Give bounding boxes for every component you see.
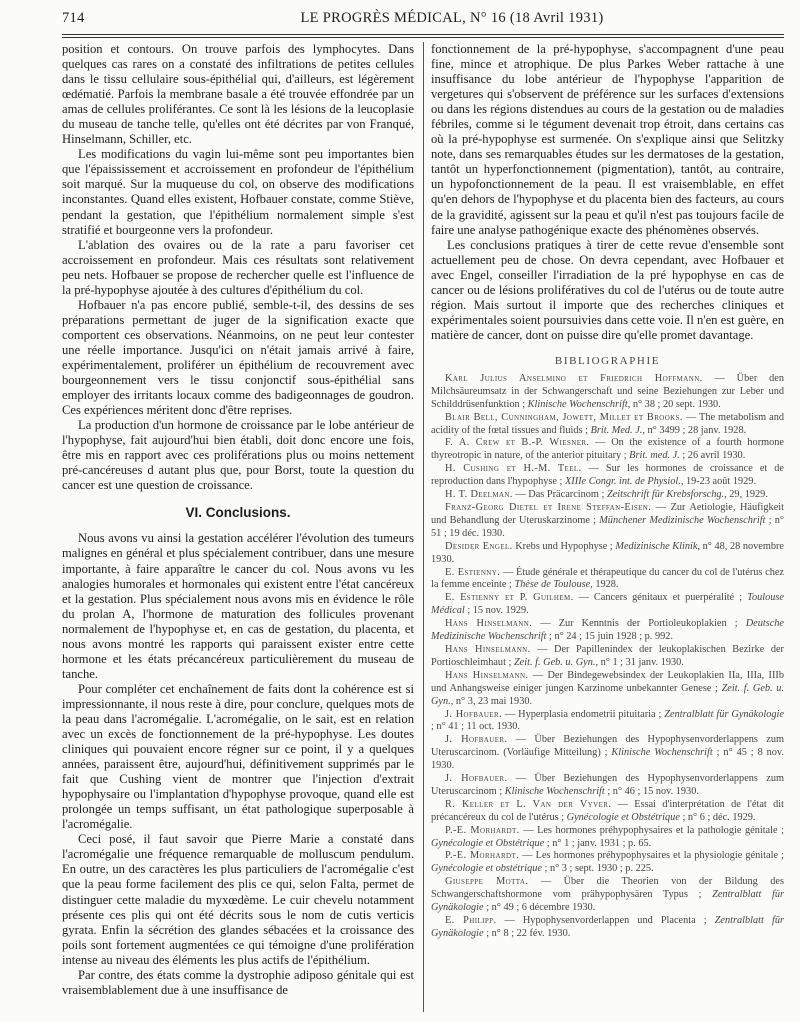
right-column [431, 42, 784, 1014]
reference-details: ; 15 nov. 1929. [464, 605, 529, 617]
paragraph: La production d'un hormone de croissance par le lobe antérieur de l'hypophyse, fait aujourd'hui bien établi, doit donc encore une fois, être mis en rapport avec ces proliférations plus ou moins nettement pré-cancéreuses d autant plus que, pour Borst, toute la question du cancer est une question de croissance. [62, 418, 414, 493]
section-heading: VI. Conclusions. [185, 505, 291, 521]
page-number: 714 [62, 10, 85, 26]
reference-details: ; n° 51 ; 19 déc. 1930. [431, 514, 784, 539]
bibliography-entry [431, 799, 784, 825]
reference-details: , 29, 1929. [724, 489, 768, 501]
bibliography-entry [431, 373, 784, 412]
reference-title: — Essai d'interprétation de l'état dit précancéreux du col de l'utérus ; [431, 798, 784, 823]
bibliography-entry [431, 541, 784, 567]
reference-details: , n° 3499 ; 28 janv. 1928. [642, 424, 747, 436]
reference-details: ; n° 49 ; 6 décembre 1930. [483, 902, 596, 914]
reference-authors: P.-E. Morhardt. [445, 824, 520, 836]
bibliography-entry [431, 412, 784, 438]
reference-authors: J. Hofbauer. [445, 773, 508, 785]
reference-journal: Zentralblatt für Gynäkologie [431, 889, 784, 914]
reference-authors: H. T. Deelman. [445, 489, 513, 501]
reference-journal: Thèse de Toulouse [514, 579, 591, 591]
reference-title: — Der Bindegewebsindex der Leukoplakien IIa, IIIa, IIIb und Anhangsweise einiger jungen Karzinome unbekannter Genese ; [431, 669, 784, 694]
reference-details: , n° 1 ; 31 janv. 1930. [595, 656, 684, 668]
reference-authors: P.-E. Morhardt. [445, 850, 520, 862]
reference-details: ; n° 41 ; 11 oct. 1930. [431, 721, 520, 733]
reference-journal: Gynécologie et Obstétrique [566, 811, 680, 823]
reference-title: — Über den Milchsäureumsatz in der Schwangerschaft und seine Beziehungen zur Leber und Schilddrüsenfunktion ; [431, 372, 784, 410]
paragraph: Par contre, des états comme la dystrophie adiposo génitale qui est vraisemblablement due à une insuffisance de [62, 967, 414, 997]
bibliography-entry [431, 876, 784, 915]
column-divider [423, 42, 424, 1012]
reference-title: — Étude générale et thérapeutique du cancer du col de l'utérus chez la femme enceinte ; [431, 566, 784, 591]
reference-journal: Zeit. f. Geb. u. Gyn. [431, 682, 784, 707]
paragraph: Pour compléter cet enchaînement de faits dont la cohérence est si impressionnante, il nous reste à dire, pour conclure, quelques mots de la peau dans l'acromégalie. L'acromégalie, on le sait, est en relation avec un excès de fonctionnement de la pré-hypophyse. Les doutes cliniques qui pouvaient encore régner sur ce point, il y a quelques années, paraissent être, aujourd'hui, définitivement supprimés par le fait que Cushing vient de montrer que l'injection d'extrait hypophysaire ou l'implantation d'hypophyse provoque, quand elle est prolongée un temps suffisant, un état pathologique superposable à l'acromégalie. [62, 681, 414, 832]
bibliography-entry [431, 644, 784, 670]
bibliography-entry [431, 915, 784, 941]
reference-authors: E. Philipp. [445, 915, 497, 926]
reference-authors: Hans Hinselmann. [445, 643, 531, 655]
reference-authors: Hans Hinselmann. [445, 618, 533, 630]
bibliography-entry [431, 734, 784, 773]
reference-journal: Münchener Medizinische Wochenschrift [599, 514, 766, 526]
reference-authors: F. A. Crew et B.-P. Wiesner. [445, 437, 590, 449]
paragraph: Les modifications du vagin lui-même sont peu importantes bien que l'épaississement et accroissement en profondeur de l'épithélium soit marqué. Sur la muqueuse du col, on observe des modifications inconstantes. Quand elles existent, Hofbauer constate, comme Stiève, pendant la gestation, que l'épithélium normalement simple s'est stratifié et bourgeonne vers la profondeur. [62, 147, 414, 237]
reference-title: — Über die Theorien von der Bildung des Schwangerschaftshormone vom prähypophysären Typus ; [431, 876, 784, 901]
reference-title: — Sur les hormones de croissance et de reproduction dans l'hypophyse ; [431, 463, 784, 488]
reference-details: ; n° 8 ; 22 fév. 1930. [483, 927, 571, 939]
reference-title: — Über Beziehungen des Hypophysenvorderlappens zum Uteruscarcinom. (Vorläufige Mitteilung) ; [431, 734, 784, 759]
reference-authors: Franz-Georg Dietel et Irene Steffan-Eisen. [445, 502, 652, 513]
reference-details: ; n° 46 ; 15 nov. 1930. [604, 785, 699, 797]
bibliography-entry [431, 709, 784, 735]
reference-details: ; n° 24 ; 15 juin 1928 ; p. 992. [546, 631, 673, 643]
paragraph: L'ablation des ovaires ou de la rate a paru favoriser cet accroissement en profondeur. Mais ces résultats sont relativement peu nets. Hofbauer se propose de rechercher quelle est l'influence de la pré-hypophyse ajoutée à des cultures d'épithélium du col. [62, 237, 414, 297]
reference-title: — Hyperplasia endometrii pituitaria ; [502, 708, 665, 720]
reference-journal: XIIIe Congr. int. de Physiol. [564, 476, 681, 488]
header-rule-top [62, 34, 784, 35]
paragraph: Hofbauer n'a pas encore publié, semble-t-il, des dessins de ses préparations permettant de juger de la signification exacte que comportent ces observations. Néanmoins, on ne peut leur contester une réelle importance. Jusqu'ici on n'était jamais arrivé à faire, expérimentalement, proliférer un épithélium de recouvrement avec bourgeonnement vers le tissu conjonctif sous-épithélial sans employer des irritants locaux comme des badigeonnages de goudron. Ces expériences méritent donc d'être reprises. [62, 297, 414, 418]
reference-title: — Über Beziehungen des Hypophysenvorderlappens zum Uteruscarcinom ; [431, 773, 784, 797]
reference-journal: Toulouse Médical [431, 592, 784, 617]
bibliography-list [431, 373, 784, 941]
reference-journal: Brit. med. J. [629, 450, 680, 462]
bibliography-entry [431, 463, 784, 489]
reference-journal: Zentralblatt für Gynäkologie [664, 708, 784, 720]
bibliography-heading: BIBLIOGRAPHIE [554, 354, 661, 367]
reference-details: ; n° 6 ; déc. 1929. [679, 811, 756, 823]
reference-details: , n° 38 ; 20 sept. 1930. [627, 398, 721, 410]
bibliography-entry [431, 825, 784, 851]
reference-title: — Das Präcarcinom ; [512, 489, 607, 501]
reference-details: , 1928. [590, 579, 619, 591]
page-header [62, 10, 782, 34]
reference-authors: J. Hofbauer. [445, 734, 508, 746]
reference-authors: J. Hofbauer. [445, 708, 502, 720]
paragraph: position et contours. On trouve parfois des lymphocytes. Dans quelques cas rares on a constaté des infiltrations de petites cellules dans le tissu cellulaire sous-épithélial qui, d'ailleurs, est légèrement œdématié. Parfois la membrane basale a été trouvée effondrée par un amas de cellules proliférantes. Ce sont là les lésions de la leucoplasie du museau de tanche telle, qu'elles ont été décrites par von Franqué, Hinselmann, Schiller, etc. [62, 42, 414, 147]
reference-journal: Medizinische Klinik [615, 540, 698, 552]
reference-authors: Giuseppe Motta. [445, 876, 529, 888]
paragraph: Nous avons vu ainsi la gestation accélérer l'évolution des tumeurs malignes en général et plus spécialement contribuer, dans une mesure importante, à faire apparaître le cancer du col. Nous avons vu les analogies humorales et hormonales qui existent entre l'état cancéreux et la gestation. Plus spécialement nous avons mis en évidence le rôle du prolan A, l'hormone de maturation des follicules provenant normalement de l'hypophyse et, en cas de gestation, du placenta, et nous avons montré les rapports qui paraissent exister entre cette hormone et les états précancéreux particulièrement du museau de tanche. [62, 531, 414, 681]
reference-details: ; n° 45 ; 8 nov. 1930. [431, 747, 784, 772]
reference-title: — Zur Kenntnis der Portioleukoplakien ; [532, 618, 746, 630]
bibliography-entry [431, 592, 784, 618]
reference-details: , n° 48, 28 novembre 1930. [431, 540, 784, 565]
reference-title: — Cancers génitaux et puerpéralité ; [573, 592, 748, 604]
reference-authors: E. Estienny. [445, 566, 501, 578]
reference-journal: Deutsche Medizinische Wochenschrift [431, 618, 784, 643]
reference-title: — On the existence of a fourth hormone thyreotropic in nature, of the anterior pituitary ; [431, 437, 784, 462]
bibliography-entry [431, 502, 784, 541]
reference-title: — Der Papillenindex der leukoplakischen Bezirke der Portioschleimhaut ; [431, 643, 784, 668]
reference-journal: Zeitschrift für Krebsforschg. [606, 489, 725, 501]
reference-authors: R. Keller et L. Van der Vyver. [445, 798, 612, 810]
reference-title: — Les hormones préhypophysaires et la physiologie génitale ; [519, 850, 784, 862]
paragraph: fonctionnement de la pré-hypophyse, s'accompagnent d'une peau fine, mince et atrophique. De plus Parkes Weber rattache à une insuffisance du lobe antérieur de l'hypophyse l'apparition de vergetures qui s'observent de préférence sur les surfaces d'extensions ou dans les régions distendues au cours de la gestation ou de maladies fébriles, comme si le tégument devenait trop étroit, dans certains cas où la pré-hypophyse est surmenée. On s'explique ainsi que Selitzky note, dans ses remarquables études sur les dermatoses de la gestation, tantôt un hyperfonctionnement (pigmentation), tantôt, au contraire, un hypofonctionnement de la peau. Il est vraisemblable, en effet qu'en dehors de l'hypophyse et du placenta bien des facteurs, au cours de la gravidité, agissent sur la peau et qu'il n'est pas toujours facile de faire une analyse pathogénique exacte des phénomènes observés. [431, 42, 784, 237]
header-rule-bottom [62, 37, 784, 38]
reference-journal: Klinische Wochenschrift [527, 398, 628, 410]
reference-details: ; n° 3 ; sept. 1930 ; p. 225. [541, 863, 654, 875]
paragraph: Les conclusions pratiques à tirer de cette revue d'ensemble sont actuellement peu de chose. On devra cependant, avec Hofbauer et avec Engel, conseiller l'irradiation de la pré hypophyse en cas de cancer ou de lésions prolifératives du col de l'utérus ou de toute autre région. Mais surtout il importe que des recherches cliniques et expérimentales soient poursuivies dans cette voie. Il n'en est guère, en matière de cancer, dont on puisse dire qu'elle promet davantage. [431, 237, 784, 342]
bibliography-entry [431, 437, 784, 463]
reference-authors: H. Cushing et H.-M. Teel. [445, 463, 582, 475]
reference-title: — Hypophysenvorderlappen und Placenta ; [496, 915, 715, 926]
reference-title: — Zur Aetiologie, Häufigkeit und Behandlung der Uteruskarzinome ; [431, 502, 784, 526]
bibliography-entry [431, 850, 784, 876]
reference-journal: Gynécologie et Obstétrique [431, 837, 545, 849]
bibliography-entry [431, 670, 784, 709]
paragraph: Ceci posé, il faut savoir que Pierre Marie a constaté dans l'acromégalie une fréquence remarquable de molluscum pendulum. En outre, un des caractères les plus particuliers de l'acromégalie c'est que la peau forme facilement des plis ce qui, selon Falta, permet de distinguer cette maladie du myxœdème. Le cuir chevelu notamment présente ces plis qui ont été décrits sous le nom de cutis verticis gyrata. Enfin la sécrétion des glandes sébacées et la croissance des poils sont fortement augmentées ce qui témoigne d'une prolifération intense au niveau des éléments les plus actifs de l'épithélium. [62, 832, 414, 967]
reference-details: ; n° 1 ; janv. 1931 ; p. 65. [544, 837, 652, 849]
left-column [62, 42, 414, 1014]
reference-journal: Zentralblatt für Gynäkologie [431, 915, 784, 939]
reference-title: Krebs und Hypophyse ; [512, 540, 616, 552]
reference-journal: Klinische Wochenschrift [611, 747, 713, 759]
reference-authors: Blair Bell, Cunningham, Jowett, Millet et Brooks. [445, 411, 683, 423]
reference-authors: Desider Engel. [445, 540, 513, 552]
reference-details: ; 26 avril 1930. [679, 450, 746, 462]
reference-journal: Gynécologie et obstétrique [431, 863, 542, 875]
reference-authors: Karl Julius Anselmino et Friedrich Hoffmann. [445, 372, 703, 384]
running-title: LE PROGRÈS MÉDICAL, N° 16 (18 Avril 1931) [300, 10, 604, 26]
bibliography-entry [431, 489, 784, 502]
reference-journal: Brit. Med. J. [590, 424, 643, 436]
reference-title: — The metabolism and acidity of the fœtal tissues and fluids ; [431, 411, 784, 436]
bibliography-entry [431, 618, 784, 644]
reference-journal: Zeit. f. Geb. u. Gyn. [513, 656, 596, 668]
reference-authors: E. Estienny et P. Guilhem. [445, 592, 574, 604]
bibliography-entry [431, 567, 784, 593]
bibliography-entry [431, 773, 784, 799]
reference-details: , 19-23 août 1929. [680, 476, 757, 488]
reference-title: — Les hormones préhypophysaires et la pathologie génitale ; [519, 824, 784, 836]
reference-details: , n° 3, 23 mai 1930. [450, 695, 533, 707]
reference-authors: Hans Hinselmann. [445, 669, 529, 681]
reference-journal: Klinische Wochenschrift [504, 785, 605, 797]
